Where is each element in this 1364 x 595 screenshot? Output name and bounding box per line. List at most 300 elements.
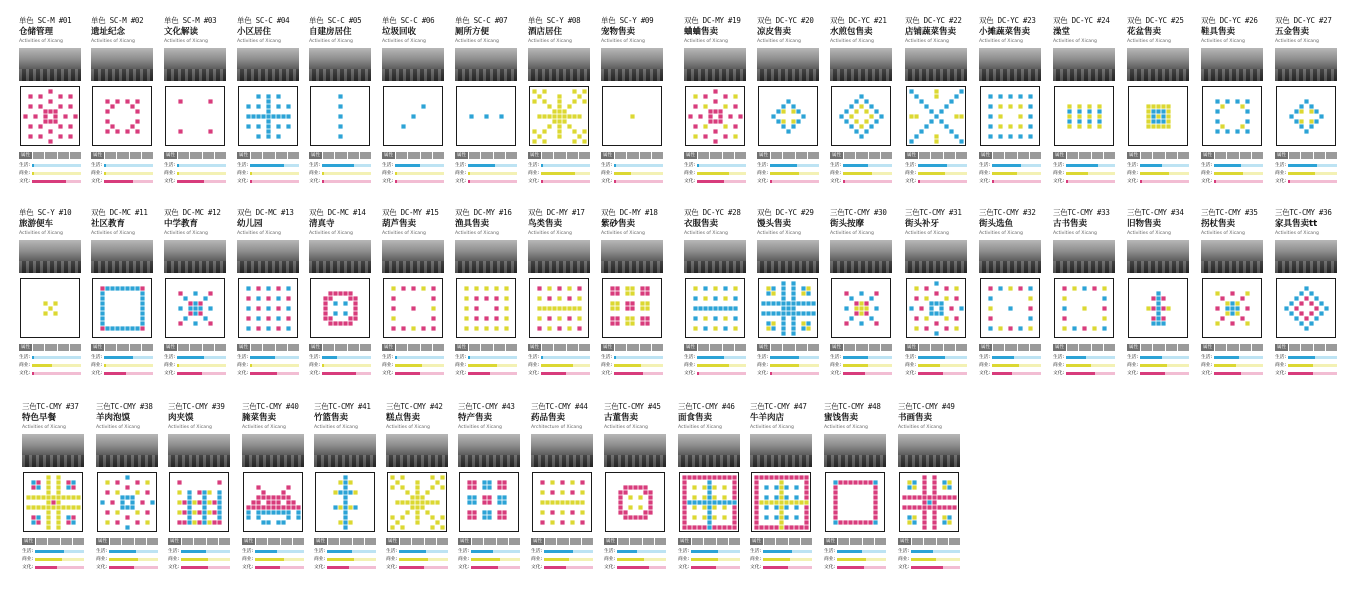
pattern-cell xyxy=(472,495,476,499)
card-code: 三色TC-CMY #33 xyxy=(1053,208,1110,217)
life-row xyxy=(1201,162,1263,169)
culture-track xyxy=(843,372,892,375)
pattern-cell xyxy=(859,311,863,315)
life-label: 生活: xyxy=(22,549,34,554)
pattern-cell xyxy=(276,124,280,128)
pattern-cell xyxy=(723,286,727,290)
pattern-cell xyxy=(794,525,798,529)
life-track xyxy=(1066,356,1115,359)
attribute-bars xyxy=(905,354,967,378)
pattern-cell xyxy=(582,99,586,103)
activity-photo xyxy=(601,48,663,81)
pattern-cell xyxy=(1314,119,1318,123)
pattern-cell xyxy=(532,99,536,103)
attribute-label: 属性 xyxy=(1129,345,1138,350)
card-subtitle: Activities of Xicang xyxy=(1053,231,1097,236)
pattern-cell xyxy=(712,475,716,479)
commerce-track xyxy=(1214,364,1263,367)
culture-label: 文化: xyxy=(168,565,180,570)
pattern-cell xyxy=(789,500,793,504)
pattern-cell xyxy=(420,500,424,504)
pattern-cell xyxy=(276,520,280,524)
life-row xyxy=(237,162,299,169)
life-track xyxy=(992,356,1041,359)
pattern-cell xyxy=(833,490,837,494)
pattern-cell xyxy=(922,490,926,494)
pattern-cell xyxy=(853,520,857,524)
pattern-cell xyxy=(707,475,711,479)
pattern-cell xyxy=(577,286,581,290)
pattern-cell xyxy=(833,500,837,504)
pattern-cell xyxy=(769,475,773,479)
pattern-cell xyxy=(754,505,758,509)
pattern-cell xyxy=(353,490,357,494)
pattern-cell xyxy=(135,326,139,330)
culture-track xyxy=(1288,180,1337,183)
activity-card xyxy=(1127,208,1193,388)
pattern-cell xyxy=(494,326,498,330)
pattern-cell xyxy=(1008,306,1012,310)
pattern-cell xyxy=(202,495,206,499)
pattern-cell xyxy=(844,119,848,123)
pattern-cell xyxy=(71,515,75,519)
pattern-cell xyxy=(732,480,736,484)
pattern-cell xyxy=(56,515,60,519)
pattern-cell xyxy=(804,505,808,509)
pattern-svg xyxy=(1205,89,1260,144)
life-label: 生活: xyxy=(750,549,762,554)
pattern-cell xyxy=(348,316,352,320)
pattern-cell xyxy=(618,495,622,499)
pattern-cell xyxy=(577,114,581,118)
pattern-cell xyxy=(567,124,571,128)
culture-bar xyxy=(837,566,864,569)
pattern-cell xyxy=(754,510,758,514)
pattern-cell xyxy=(645,316,649,320)
pattern-cell xyxy=(575,500,579,504)
pattern-cell xyxy=(41,505,45,509)
commerce-row xyxy=(684,362,746,369)
pixel-pattern xyxy=(831,86,891,146)
pattern-cell xyxy=(46,480,50,484)
life-row xyxy=(750,548,812,555)
pattern-cell xyxy=(1151,109,1155,113)
pattern-svg xyxy=(754,475,809,530)
pattern-cell xyxy=(1294,306,1298,310)
pattern-cell xyxy=(854,119,858,123)
commerce-track xyxy=(250,172,299,175)
pattern-cell xyxy=(761,301,765,305)
pattern-cell xyxy=(781,104,785,108)
commerce-row xyxy=(601,170,663,177)
life-bar xyxy=(697,164,699,167)
pattern-cell xyxy=(401,326,405,330)
pattern-cell xyxy=(954,94,958,98)
commerce-bar xyxy=(181,558,208,561)
pattern-cell xyxy=(727,475,731,479)
pattern-cell xyxy=(907,495,911,499)
pattern-cell xyxy=(912,520,916,524)
culture-row xyxy=(309,370,371,377)
activity-card xyxy=(309,16,375,196)
pattern-cell xyxy=(391,326,395,330)
pattern-cell xyxy=(1309,124,1313,128)
card-name: 遗址纪念 xyxy=(91,27,126,37)
culture-track xyxy=(32,180,81,183)
life-label: 生活: xyxy=(1127,163,1139,168)
activity-photo xyxy=(386,434,448,467)
pattern-cell xyxy=(766,326,770,330)
life-row xyxy=(1275,162,1337,169)
attribute-bars xyxy=(458,548,520,572)
life-track xyxy=(399,550,448,553)
pattern-cell xyxy=(36,495,40,499)
pattern-cell xyxy=(754,490,758,494)
pattern-cell xyxy=(703,104,707,108)
commerce-row xyxy=(757,170,819,177)
commerce-track xyxy=(322,172,371,175)
pattern-cell xyxy=(405,490,409,494)
pattern-cell xyxy=(582,89,586,93)
pattern-cell xyxy=(504,296,508,300)
pattern-cell xyxy=(256,306,260,310)
pattern-cell xyxy=(1304,316,1308,320)
commerce-track xyxy=(763,558,812,561)
pattern-svg xyxy=(834,281,889,336)
attribute-label: 属性 xyxy=(680,539,689,544)
pattern-cell xyxy=(557,316,561,320)
culture-bar xyxy=(399,566,424,569)
attribute-header xyxy=(19,344,81,351)
life-row xyxy=(91,162,153,169)
card-subtitle: Activities of Xicang xyxy=(19,39,63,44)
pattern-cell xyxy=(693,326,697,330)
pattern-cell xyxy=(648,510,652,514)
pattern-cell xyxy=(130,326,134,330)
pattern-cell xyxy=(1161,316,1165,320)
attribute-label: 属性 xyxy=(606,539,615,544)
pattern-cell xyxy=(1028,134,1032,138)
attribute-header xyxy=(601,152,663,159)
culture-label: 文化: xyxy=(830,371,842,376)
attribute-header xyxy=(1201,344,1263,351)
pattern-cell xyxy=(271,505,275,509)
pattern-cell xyxy=(140,321,144,325)
pattern-cell xyxy=(1082,286,1086,290)
pattern-cell xyxy=(708,306,712,310)
commerce-row xyxy=(237,362,299,369)
pattern-cell xyxy=(537,306,541,310)
pattern-svg xyxy=(532,89,587,144)
pixel-pattern xyxy=(20,86,80,146)
pattern-cell xyxy=(947,515,951,519)
pattern-cell xyxy=(464,286,468,290)
pattern-cell xyxy=(73,114,77,118)
pattern-cell xyxy=(562,119,566,123)
commerce-label: 商业: xyxy=(458,557,470,562)
activity-photo xyxy=(314,434,376,467)
pattern-cell xyxy=(353,311,357,315)
card-name: 馒头售卖 xyxy=(757,219,792,229)
pattern-svg xyxy=(902,475,957,530)
pattern-cell xyxy=(145,520,149,524)
activity-photo xyxy=(1275,240,1337,273)
pattern-svg xyxy=(761,281,816,336)
pattern-cell xyxy=(178,306,182,310)
culture-label: 文化: xyxy=(979,179,991,184)
pattern-cell xyxy=(499,114,503,118)
pattern-cell xyxy=(638,515,642,519)
culture-bar xyxy=(177,372,202,375)
pattern-cell xyxy=(623,490,627,494)
activity-card xyxy=(1201,208,1267,388)
pattern-cell xyxy=(919,99,923,103)
commerce-bar xyxy=(177,364,179,367)
pattern-cell xyxy=(208,291,212,295)
commerce-bar xyxy=(544,558,569,561)
culture-track xyxy=(32,372,81,375)
pattern-cell xyxy=(43,119,47,123)
life-track xyxy=(322,164,371,167)
pattern-cell xyxy=(914,326,918,330)
pattern-cell xyxy=(202,505,206,509)
pattern-cell xyxy=(791,301,795,305)
pattern-cell xyxy=(1028,94,1032,98)
pattern-cell xyxy=(1299,109,1303,113)
pattern-cell xyxy=(759,525,763,529)
pattern-cell xyxy=(909,114,913,118)
pattern-cell xyxy=(615,301,619,305)
pattern-cell xyxy=(922,525,926,529)
pattern-cell xyxy=(467,495,471,499)
commerce-track xyxy=(541,172,590,175)
pattern-cell xyxy=(873,490,877,494)
pattern-cell xyxy=(212,500,216,504)
culture-row xyxy=(237,370,299,377)
pattern-cell xyxy=(707,515,711,519)
pattern-cell xyxy=(687,500,691,504)
pattern-cell xyxy=(281,495,285,499)
card-code: 三色TC-CMY #45 xyxy=(604,402,661,411)
pattern-cell xyxy=(135,510,139,514)
pattern-cell xyxy=(110,124,114,128)
pattern-cell xyxy=(353,306,357,310)
pattern-cell xyxy=(183,296,187,300)
life-bar xyxy=(395,164,420,167)
pattern-cell xyxy=(707,510,711,514)
culture-bar xyxy=(177,180,204,183)
pattern-cell xyxy=(952,505,956,509)
culture-track xyxy=(770,372,819,375)
pattern-cell xyxy=(707,480,711,484)
pattern-cell xyxy=(540,510,544,514)
attribute-label: 属性 xyxy=(1055,153,1064,158)
pattern-cell xyxy=(988,306,992,310)
attribute-label: 属性 xyxy=(752,539,761,544)
commerce-row xyxy=(1275,170,1337,177)
pattern-cell xyxy=(431,306,435,310)
culture-bar xyxy=(471,566,498,569)
culture-label: 文化: xyxy=(678,565,690,570)
pattern-svg xyxy=(100,475,155,530)
activity-photo xyxy=(455,240,517,273)
culture-label: 文化: xyxy=(96,565,108,570)
pattern-cell xyxy=(502,485,506,489)
pattern-cell xyxy=(618,490,622,494)
pattern-cell xyxy=(1156,321,1160,325)
card-name: 牛羊肉店 xyxy=(750,413,785,423)
pattern-cell xyxy=(713,89,717,93)
pattern-cell xyxy=(198,306,202,310)
pattern-cell xyxy=(781,326,785,330)
pattern-cell xyxy=(577,326,581,330)
pattern-cell xyxy=(217,480,221,484)
commerce-label: 商业: xyxy=(905,171,917,176)
pattern-cell xyxy=(484,326,488,330)
attribute-label: 属性 xyxy=(166,345,175,350)
pattern-cell xyxy=(36,485,40,489)
pattern-cell xyxy=(869,316,873,320)
pattern-cell xyxy=(932,490,936,494)
pattern-cell xyxy=(1294,316,1298,320)
life-bar xyxy=(1214,356,1239,359)
pattern-cell xyxy=(1151,119,1155,123)
commerce-label: 商业: xyxy=(382,171,394,176)
pattern-cell xyxy=(776,119,780,123)
attribute-header xyxy=(1053,152,1115,159)
culture-track xyxy=(992,180,1041,183)
pattern-cell xyxy=(71,485,75,489)
life-row xyxy=(314,548,376,555)
pattern-cell xyxy=(1309,119,1313,123)
culture-bar xyxy=(911,566,943,569)
pattern-cell xyxy=(1062,306,1066,310)
culture-track xyxy=(1288,372,1337,375)
card-code: 双色 DC-YC #22 xyxy=(905,16,962,25)
life-label: 生活: xyxy=(237,355,249,360)
attribute-header xyxy=(824,538,886,545)
life-row xyxy=(898,548,960,555)
culture-bar xyxy=(1214,372,1241,375)
pattern-cell xyxy=(100,301,104,305)
culture-track xyxy=(468,180,517,183)
pattern-cell xyxy=(692,505,696,509)
attribute-label: 属性 xyxy=(311,153,320,158)
pattern-cell xyxy=(1028,306,1032,310)
pattern-cell xyxy=(1220,316,1224,320)
pattern-cell xyxy=(1008,286,1012,290)
pattern-cell xyxy=(484,286,488,290)
pattern-cell xyxy=(779,485,783,489)
commerce-bar xyxy=(1288,172,1315,175)
pattern-cell xyxy=(580,520,584,524)
pattern-cell xyxy=(435,480,439,484)
pattern-cell xyxy=(854,129,858,133)
pattern-cell xyxy=(733,296,737,300)
pattern-cell xyxy=(343,485,347,489)
activity-photo xyxy=(830,48,892,81)
pattern-cell xyxy=(791,124,795,128)
culture-label: 文化: xyxy=(528,371,540,376)
pattern-cell xyxy=(100,296,104,300)
pattern-cell xyxy=(125,326,129,330)
pattern-cell xyxy=(1161,306,1165,310)
pattern-cell xyxy=(732,475,736,479)
pattern-cell xyxy=(550,500,554,504)
card-name: 中学教育 xyxy=(164,219,199,229)
pattern-cell xyxy=(784,505,788,509)
pattern-cell xyxy=(1220,104,1224,108)
attribute-label: 属性 xyxy=(239,153,248,158)
pixel-pattern xyxy=(238,278,298,338)
attribute-header xyxy=(528,344,590,351)
commerce-label: 商业: xyxy=(1053,171,1065,176)
culture-track xyxy=(327,566,376,569)
pattern-cell xyxy=(766,311,770,315)
pattern-cell xyxy=(801,326,805,330)
pattern-cell xyxy=(907,505,911,509)
pattern-cell xyxy=(562,114,566,118)
life-track xyxy=(250,164,299,167)
pattern-cell xyxy=(909,306,913,310)
pattern-cell xyxy=(266,114,270,118)
commerce-track xyxy=(35,558,84,561)
pattern-cell xyxy=(1156,119,1160,123)
pattern-cell xyxy=(722,495,726,499)
life-track xyxy=(691,550,740,553)
pattern-cell xyxy=(532,129,536,133)
pattern-cell xyxy=(276,326,280,330)
activity-card xyxy=(750,402,816,582)
culture-label: 文化: xyxy=(905,371,917,376)
pattern-cell xyxy=(532,139,536,143)
pattern-cell xyxy=(849,104,853,108)
pattern-cell xyxy=(474,306,478,310)
life-label: 生活: xyxy=(1201,163,1213,168)
pattern-cell xyxy=(115,99,119,103)
life-bar xyxy=(468,356,470,359)
commerce-track xyxy=(109,558,158,561)
pattern-cell xyxy=(796,119,800,123)
activity-card xyxy=(91,208,157,388)
pattern-cell xyxy=(261,490,265,494)
pattern-cell xyxy=(804,495,808,499)
life-row xyxy=(531,548,593,555)
pattern-cell xyxy=(844,109,848,113)
pattern-cell xyxy=(944,326,948,330)
commerce-label: 商业: xyxy=(684,363,696,368)
pattern-cell xyxy=(53,301,57,305)
pattern-cell xyxy=(474,316,478,320)
pattern-cell xyxy=(31,485,35,489)
culture-row xyxy=(830,178,892,185)
culture-label: 文化: xyxy=(757,179,769,184)
life-track xyxy=(471,550,520,553)
pixel-pattern xyxy=(310,86,370,146)
pattern-cell xyxy=(934,281,938,285)
pattern-cell xyxy=(713,139,717,143)
pattern-cell xyxy=(1289,114,1293,118)
pattern-cell xyxy=(922,485,926,489)
pattern-cell xyxy=(864,301,868,305)
card-subtitle: Activities of Xicang xyxy=(309,39,353,44)
commerce-bar xyxy=(1140,172,1169,175)
pattern-cell xyxy=(1156,301,1160,305)
pattern-cell xyxy=(764,505,768,509)
pattern-cell xyxy=(1092,326,1096,330)
attribute-header xyxy=(1201,152,1263,159)
life-track xyxy=(109,550,158,553)
